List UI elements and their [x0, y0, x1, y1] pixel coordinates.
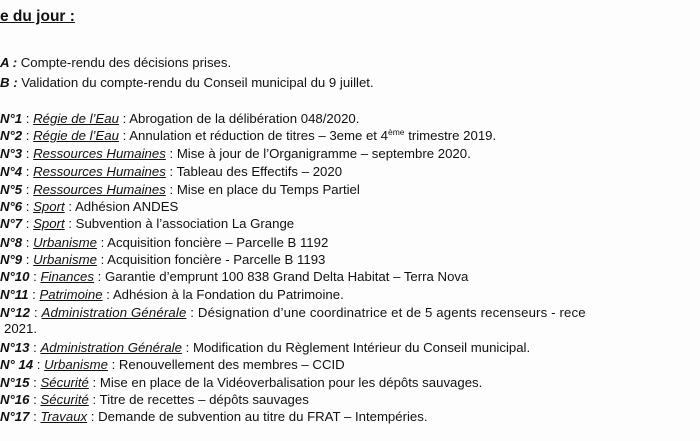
agenda-item-6: N°6 : Sport : Adhésion ANDES — [0, 199, 179, 214]
item-text: Annulation et réduction de titres – 3eme et 4 — [129, 128, 388, 143]
item-category: Finances — [40, 269, 94, 284]
preamble-item-a — [0, 55, 231, 71]
item-category: Sport — [33, 199, 65, 214]
item-category: Patrimoine — [39, 287, 103, 302]
item-text: Désignation d’une coordinatrice et de 5 agents recenseurs - rece — [197, 305, 586, 320]
item-text: Compte-rendu des décisions prises. — [17, 55, 232, 70]
item-text: Adhésion ANDES — [74, 199, 179, 214]
agenda-item-5: N°5 : Ressources Humaines : Mise en place du Temps Partiel — [0, 182, 360, 197]
item-category: Travaux — [40, 409, 88, 424]
agenda-item-14: N° 14 : Urbanisme : Renouvellement des membres – CCID — [0, 357, 345, 372]
item-text: Renouvellement des membres – CCID — [118, 357, 345, 372]
agenda-item-9: N°9 : Urbanisme : Acquisition foncière - Parcelle B 1193 — [0, 252, 326, 267]
item-category: Sécurité — [40, 392, 89, 407]
agenda-item-2: N°2 : Régie de l’Eau : Annulation et réduction de titres – 3eme et 4ème trimestre 2019. — [0, 127, 497, 143]
item-ref: B : — [0, 75, 18, 90]
item-text: Modification du Règlement Intérieur du Conseil municipal. — [192, 340, 531, 355]
item-category: Urbanisme — [33, 252, 97, 267]
item-category: Régie de l’Eau — [33, 128, 119, 143]
agenda-title: e du jour : — [0, 8, 75, 25]
item-text: Demande de subvention au titre du FRAT – Intempéries. — [98, 409, 428, 424]
agenda-item-4: N°4 : Ressources Humaines : Tableau des Effectifs – 2020 — [0, 164, 343, 179]
item-text: Mise en place du Temps Partiel — [176, 182, 360, 197]
item-text: Tableau des Effectifs – 2020 — [176, 164, 343, 179]
item-text: Mise en place de la Vidéoverbalisation pour les dépôts sauvages. — [99, 375, 483, 390]
agenda-item-17: N°17 : Travaux : Demande de subvention au titre du FRAT – Intempéries. — [0, 409, 428, 424]
agenda-item-12: N°12 : Administration Générale : Désignation d’une coordinatrice et de 5 agents recenseurs - rece — [0, 305, 586, 320]
item-category: Sécurité — [40, 375, 89, 390]
item-category: Administration Générale — [40, 340, 182, 355]
agenda-item-16: N°16 : Sécurité : Titre de recettes – dépôts sauvages — [0, 392, 309, 407]
item-text: Mise à jour de l’Organigramme – septembre 2020. — [176, 146, 471, 161]
agenda-item-13: N°13 : Administration Générale : Modification du Règlement Intérieur du Conseil municipal. — [0, 340, 531, 355]
item-category: Urbanisme — [44, 357, 108, 372]
item-category: Ressources Humaines — [33, 164, 166, 179]
item-category: Régie de l’Eau — [33, 111, 119, 126]
item-text: Garantie d’emprunt 100 838 Grand Delta Habitat – Terra Nova — [104, 269, 469, 284]
item-category: Sport — [33, 216, 65, 231]
agenda-item-11: N°11 : Patrimoine : Adhésion à la Fondation du Patrimoine. — [0, 287, 344, 302]
agenda-item-10: N°10 : Finances : Garantie d’emprunt 100 838 Grand Delta Habitat – Terra Nova — [0, 269, 469, 284]
agenda-item-7: N°7 : Sport : Subvention à l’association La Grange — [0, 216, 295, 231]
item-superscript: ème — [387, 127, 405, 137]
item-text: Acquisition foncière – Parcelle B 1192 — [107, 235, 329, 250]
item-category: Ressources Humaines — [33, 182, 166, 197]
item-text: Titre de recettes – dépôts sauvages — [99, 392, 309, 407]
agenda-item-15: N°15 : Sécurité : Mise en place de la Vidéoverbalisation pour les dépôts sauvages. — [0, 375, 483, 390]
item-text: Acquisition foncière - Parcelle B 1193 — [107, 252, 326, 267]
item-ref: A : — [0, 55, 18, 70]
item-text: Adhésion à la Fondation du Patrimoine. — [112, 287, 344, 302]
preamble-item-b — [0, 75, 374, 91]
agenda-item-12-continuation — [4, 321, 37, 337]
agenda-item-3: N°3 : Ressources Humaines : Mise à jour de l’Organigramme – septembre 2020. — [0, 146, 471, 161]
item-category: Administration Générale — [41, 305, 187, 320]
item-text: Subvention à l’association La Grange — [75, 216, 295, 231]
agenda-item-1: N°1 : Régie de l’Eau : Abrogation de la délibération 048/2020. — [0, 111, 360, 126]
item-text: Validation du compte-rendu du Conseil municipal du 9 juillet. — [17, 75, 374, 90]
item-text: Abrogation de la délibération 048/2020. — [129, 111, 360, 126]
item-category: Ressources Humaines — [33, 146, 166, 161]
item-category: Urbanisme — [33, 235, 97, 250]
item-text-continuation: 2021. — [4, 321, 38, 336]
agenda-item-8: N°8 : Urbanisme : Acquisition foncière – Parcelle B 1192 — [0, 235, 329, 250]
